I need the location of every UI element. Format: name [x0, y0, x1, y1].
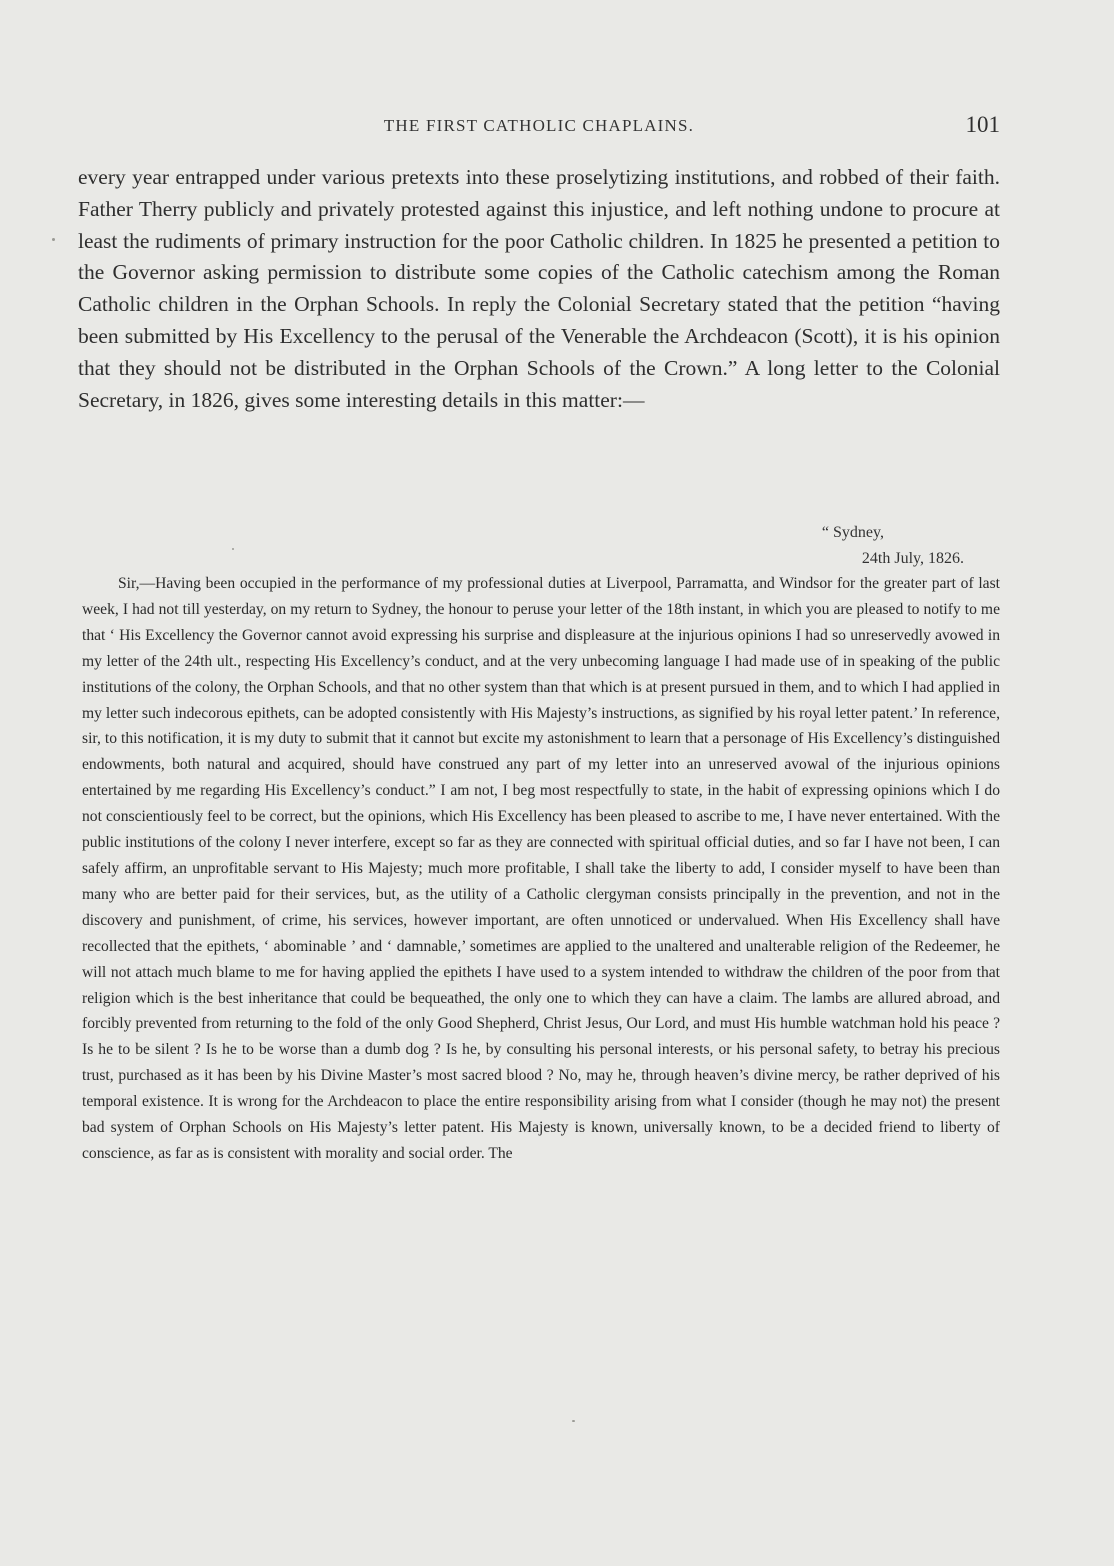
running-title: THE FIRST CATHOLIC CHAPLAINS. — [383, 116, 695, 135]
paper-speck — [232, 548, 234, 550]
letter-date: 24th July, 1826. — [861, 550, 964, 567]
paper-speck — [52, 238, 55, 241]
running-head — [78, 112, 1000, 142]
letter-block — [82, 571, 1000, 1167]
body-paragraph: every year entrapped under various pretexts into these proselytizing institutions, and robbed of their faith. Father Therry publicly and privately protested against this injustice, and left nothing undone to procure at least the rudiments of primary instruction for the poor Catholic children. In 1825 he presented a petition to the Governor asking permission to distribute some copies of the Catholic catechism among the Roman Catholic children in the Orphan Schools. In reply the Colonial Secretary stated that the petition “having been submitted by His Excellency to the perusal of the Venerable the Archdeacon (Scott), it is his opinion that they should not be distributed in the Orphan Schools of the Crown.” A long letter to the Colonial Secretary, in 1826, gives some interesting details in this matter:— — [78, 165, 1000, 412]
letter-dateline — [822, 520, 964, 572]
paper-speck — [572, 1420, 575, 1422]
body-paragraph-block — [78, 162, 1000, 416]
letter-text: Sir,—Having been occupied in the performance of my professional duties at Liverpool, Parramatta, and Windsor for the greater part of last week, I had not till yesterday, on my return to Sydney, the honour to peruse your letter of the 18th instant, in which you are pleased to notify to me that ‘ His Excellency the Governor cannot avoid expressing his surprise and displeasure at the injurious opinions I had so unreservedly avowed in my letter of the 24th ult., respecting His Excellency’s conduct, and at the very unbecoming language I had made use of in speaking of the public institutions of the colony, the Orphan Schools, and that no other system than that which is at present pursued in them, and to which I had applied in my letter such indecorous epithets, can be adopted consistently with His Majesty’s instructions, as signified by his royal letter patent.’ In reference, sir, to this notification, it is my duty to submit that it cannot but excite my astonishment to learn that a personage of His Excellency’s distinguished endowments, both natural and acquired, should have construed any part of my letter into an unreserved avowal of the injurious opinions entertained by me regarding His Excellency’s conduct.” I am not, I beg most respectfully to state, in the habit of expressing opinions which I do not conscientiously feel to be correct, but the opinions, which His Excellency has been pleased to ascribe to me, I have never entertained. With the public institutions of the colony I never interfere, except so far as they are connected with spiritual official duties, and so far I have not been, I can safely affirm, an unprofitable servant to His Majesty; much more profitable, I shall take the liberty to add, I consider myself to have been than many who are better paid for their services, but, as the utility of a Catholic clergyman consists principally in the prevention, and not in the discovery and punishment, of crime, his services, however important, are often unnoticed or undervalued. When His Excellency shall have recollected that the epithets, ‘ abominable ’ and ‘ damnable,’ sometimes are applied to the unaltered and unalterable religion of the Redeemer, he will not attach much blame to me for having applied the epithets I have used to a system intended to withdraw the children of the poor from that religion which is the best inheritance that could be bequeathed, the only one to which they can have a claim. The lambs are allured abroad, and forcibly prevented from returning to the fold of the only Good Shepherd, Christ Jesus, Our Lord, and must His humble watchman hold his peace ? Is he to be silent ? Is he to be worse than a dumb dog ? Is he, by consulting his personal interests, or his personal safety, to betray his precious trust, purchased as it has been by his Divine Master’s most sacred blood ? No, may he, through heaven’s divine mercy, be rather deprived of his temporal existence. It is wrong for the Archdeacon to place the entire responsibility arising from what I consider (though he may not) the present bad system of Orphan Schools on His Majesty’s letter patent. His Majesty is known, universally known, to be a decided friend to liberty of conscience, as far as is consistent with morality and social order. The — [82, 575, 1000, 1162]
page-number: 101 — [965, 112, 1000, 137]
letter-place: “ Sydney, — [821, 524, 884, 541]
